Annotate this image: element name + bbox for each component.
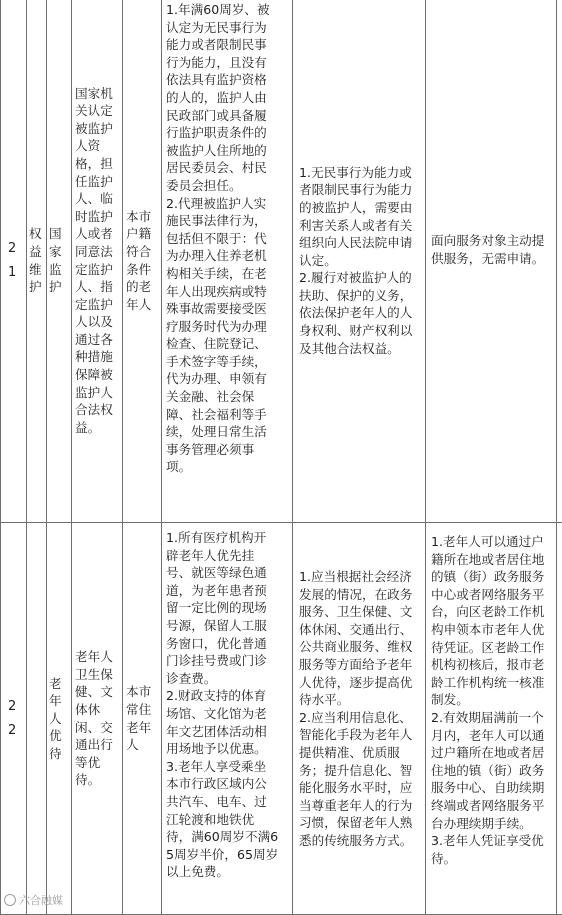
table-row — [1, 523, 562, 915]
category-cell: 权 益 维 护 — [27, 0, 47, 523]
description-cell: 老年人 卫生保 健、文 体休 闲、交 通出行 等优 待。 — [72, 523, 123, 915]
table-edge-cell — [557, 0, 562, 523]
watermark-text: 六合融媒 — [19, 892, 63, 908]
service-content-cell: 1.年满60周岁、被 认定为无民事行为 能力或者限制民事 行为能力，且没有 依法具有监护资格 的人的，监护人由 民政部门或具备履 行监护职责条件的 被监护人住所地的 居民委员会、村民 委员会担任。 2.代理被监护人实 施民事法律行为， 包括但不限于：代 为办理入住养老机 构相关手续，在老 年人出现疾病或特 殊事故需要接受医 疗服务时代为办理 检查、住院登记、 手术签字等手续， 代为办理、申领有 关金融、社会保 障、社会福利等手 续，处理日常生活 事务管理必须事 项。 — [162, 0, 293, 523]
row-number: 2 1 — [1, 0, 27, 523]
requirements-cell: 1.应当根据社会经济 发展的情况，在政务 服务、卫生保健、文 体休闲、交通出行、 公共商业服务、维权 服务等方面给予老年 人优待，逐步提高优 待水平。 2.应当利用信息化、 智能化手段为老年人 提供精准、优质服 务；提升信息化、智 能化服务水平时，应 当尊重老年人的行为 习惯，保留老年人熟 悉的传统服务方式。 — [293, 523, 426, 915]
service-content-cell: 1.所有医疗机构开 辟老年人优先挂 号、就医等绿色通 道，为老年患者预 留一定比例的现场 号源，保留人工服 务窗口，优化普通 门诊挂号费或门诊 诊查费。 2.财政支持的体育 场馆、文化馆为老 年文艺团体活动相 用场地予以优惠。 3.老年人享受乘坐 本市行政区域内公 共汽车、电车、过 江轮渡和地铁优 待，满60周岁不满6 5周岁半价，65周岁 以上免费。 — [162, 523, 293, 915]
description-cell: 国家机 关认定 被监护 人资 格，担 任监护 人、临 时监护 人或者 同意法 定监护 人、指 定监护 人以及 通过各 种措施 保障被 监护人 合法权 益。 — [72, 0, 123, 523]
table-edge-cell — [557, 523, 562, 915]
category-cell — [27, 523, 47, 915]
watermark — [4, 892, 63, 908]
target-group-cell: 本市 户籍 符合 条件 的老 年人 — [123, 0, 162, 523]
table-row — [1, 0, 562, 523]
row-number: 2 2 — [1, 523, 27, 915]
watermark-logo-icon — [4, 894, 16, 906]
target-group-cell: 本市 常住 老年 人 — [123, 523, 162, 915]
service-name-cell: 老 年 人 优 待 — [47, 523, 72, 915]
procedure-cell: 面向服务对象主动提 供服务，无需申请。 — [426, 0, 557, 523]
requirements-cell: 1.无民事行为能力或 者限制民事行为能力 的被监护人，需要由 利害关系人或者有关 组织向人民法院申请 认定。 2.履行对被监护人的 扶助、保护的义务， 依法保护老年人的人 身权利、财产权利以 及其他合法权益。 — [293, 0, 426, 523]
service-name-cell: 国 家 监 护 — [47, 0, 72, 523]
procedure-cell: 1.老年人可以通过户 籍所在地或者居住地 的镇（街）政务服务 中心或者网络服务平 台，向区老龄工作机 构申领本市老年人优 待凭证。区老龄工作 机构初核后，报市老 龄工作机构统一核准 制发。 2.有效期届满前一个 月内，老年人可以通 过户籍所在地或者居 住地的镇（街）政务 服务中心、自助续期 终端或者网络服务平 台办理续期手续。 3.老年人凭证享受优 待。 — [426, 523, 557, 915]
